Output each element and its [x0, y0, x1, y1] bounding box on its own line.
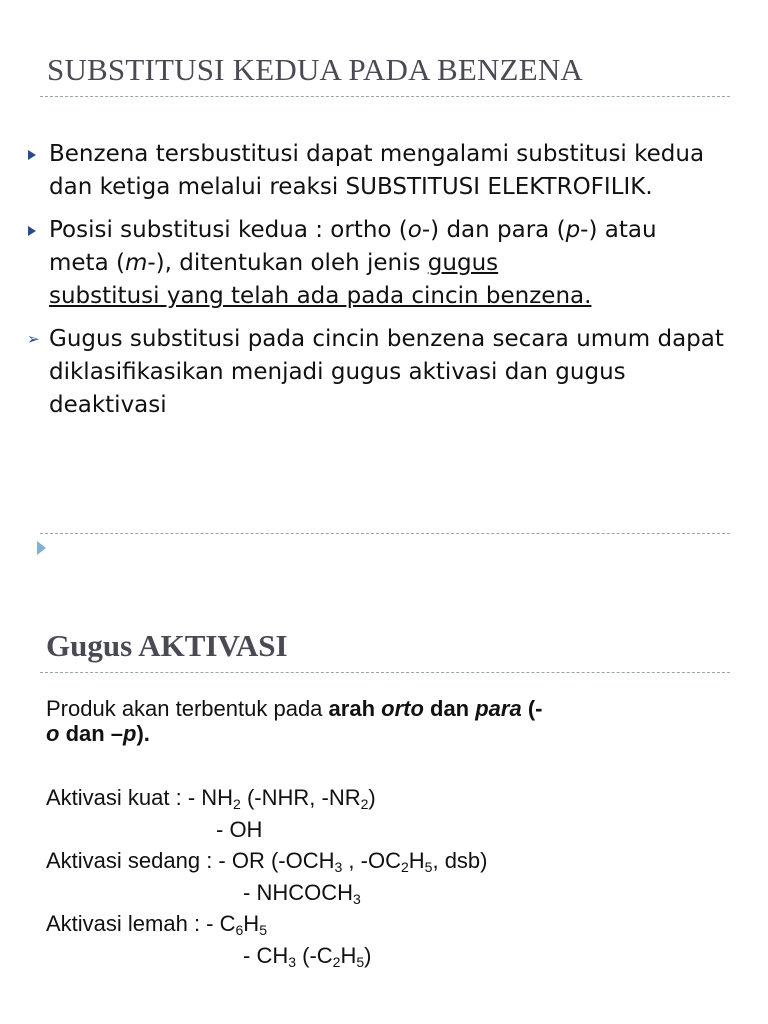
bullet-item: [0, 323, 729, 422]
text-run: , -OC: [342, 848, 401, 873]
activation-line: [46, 848, 488, 874]
bullet-triangle-icon: [37, 541, 46, 555]
text-run: -), ditentukan oleh jenis: [147, 250, 428, 276]
subscript: 2: [332, 954, 341, 970]
text-run: dan: [423, 696, 476, 721]
underlined-text: gugus: [427, 250, 499, 276]
text-run: Aktivasi sedang : - OR (-OCH: [46, 848, 335, 873]
text-run: H: [340, 943, 357, 968]
subscript: 3: [334, 859, 343, 875]
text-run: (-NHR, -NR: [240, 785, 361, 810]
bullet-item: [0, 138, 729, 204]
text-run: Aktivasi kuat : - NH: [46, 785, 234, 810]
subscript: 6: [235, 922, 244, 938]
text-run: dan –: [59, 721, 124, 746]
activation-line: - OH: [216, 817, 263, 842]
text-run: Posisi substitusi kedua : ortho (: [49, 217, 408, 243]
text-run: ): [368, 785, 376, 810]
text-run: H: [243, 911, 260, 936]
bullet-list: [0, 138, 768, 422]
text-run: (-C: [296, 943, 333, 968]
bullet-text: Gugus substitusi pada cincin benzena secara umum dapat diklasifikasikan menjadi gugus aktivasi dan gugus deaktivasi: [49, 326, 724, 418]
text-run: ).: [136, 721, 150, 746]
activation-line: [46, 785, 376, 811]
text-run: -) dan para (: [421, 217, 566, 243]
text-run: H: [408, 848, 425, 873]
title-divider: [40, 96, 730, 97]
section-divider: [40, 672, 730, 673]
text-run: o: [46, 721, 60, 746]
text-run: meta (: [49, 250, 125, 276]
text-run: m: [124, 250, 148, 276]
underlined-text: substitusi yang telah ada pada cincin benzena.: [49, 283, 592, 309]
text-run: o: [407, 217, 422, 243]
subscript: 3: [288, 954, 297, 970]
slide-title: SUBSTITUSI KEDUA PADA BENZENA: [47, 52, 584, 87]
bullet-text: Benzena tersbustitusi dapat mengalami substitusi kedua dan ketiga melalui reaksi SUBSTITUSI ELEKTROFILIK.: [49, 141, 705, 200]
text-run: - NHCOCH: [243, 880, 353, 905]
activation-line: [243, 880, 361, 906]
activation-line: [243, 943, 371, 969]
text-run: Aktivasi lemah : - C: [46, 911, 236, 936]
text-run: -) atau: [580, 217, 657, 243]
slide-divider: [40, 533, 730, 534]
text-run: Produk akan terbentuk pada: [46, 696, 329, 721]
text-run: para: [475, 696, 522, 721]
text-run: (-: [521, 696, 543, 721]
bullet-triangle-outline-icon: ➢: [27, 330, 40, 348]
activation-line: [46, 911, 267, 937]
subscript: 2: [400, 859, 409, 875]
subscript: 5: [356, 954, 365, 970]
text-run: arah: [328, 696, 382, 721]
body-text: [46, 696, 736, 746]
bullet-triangle-icon: [28, 150, 36, 160]
intro-text: [46, 696, 736, 746]
text-run: ): [364, 943, 372, 968]
subscript: 5: [259, 922, 267, 938]
bullet-triangle-icon: [28, 226, 36, 236]
section-title: Gugus AKTIVASI: [46, 628, 288, 663]
text-run: , dsb): [432, 848, 488, 873]
subscript: 2: [360, 796, 369, 812]
subscript: 5: [424, 859, 433, 875]
subscript: 3: [353, 891, 361, 907]
text-run: orto: [381, 696, 424, 721]
subscript: 2: [233, 796, 241, 812]
text-run: p: [123, 721, 137, 746]
text-run: - CH: [243, 943, 289, 968]
bullet-item: [0, 214, 729, 313]
text-run: p: [565, 217, 581, 243]
bullet-text: [49, 214, 729, 313]
